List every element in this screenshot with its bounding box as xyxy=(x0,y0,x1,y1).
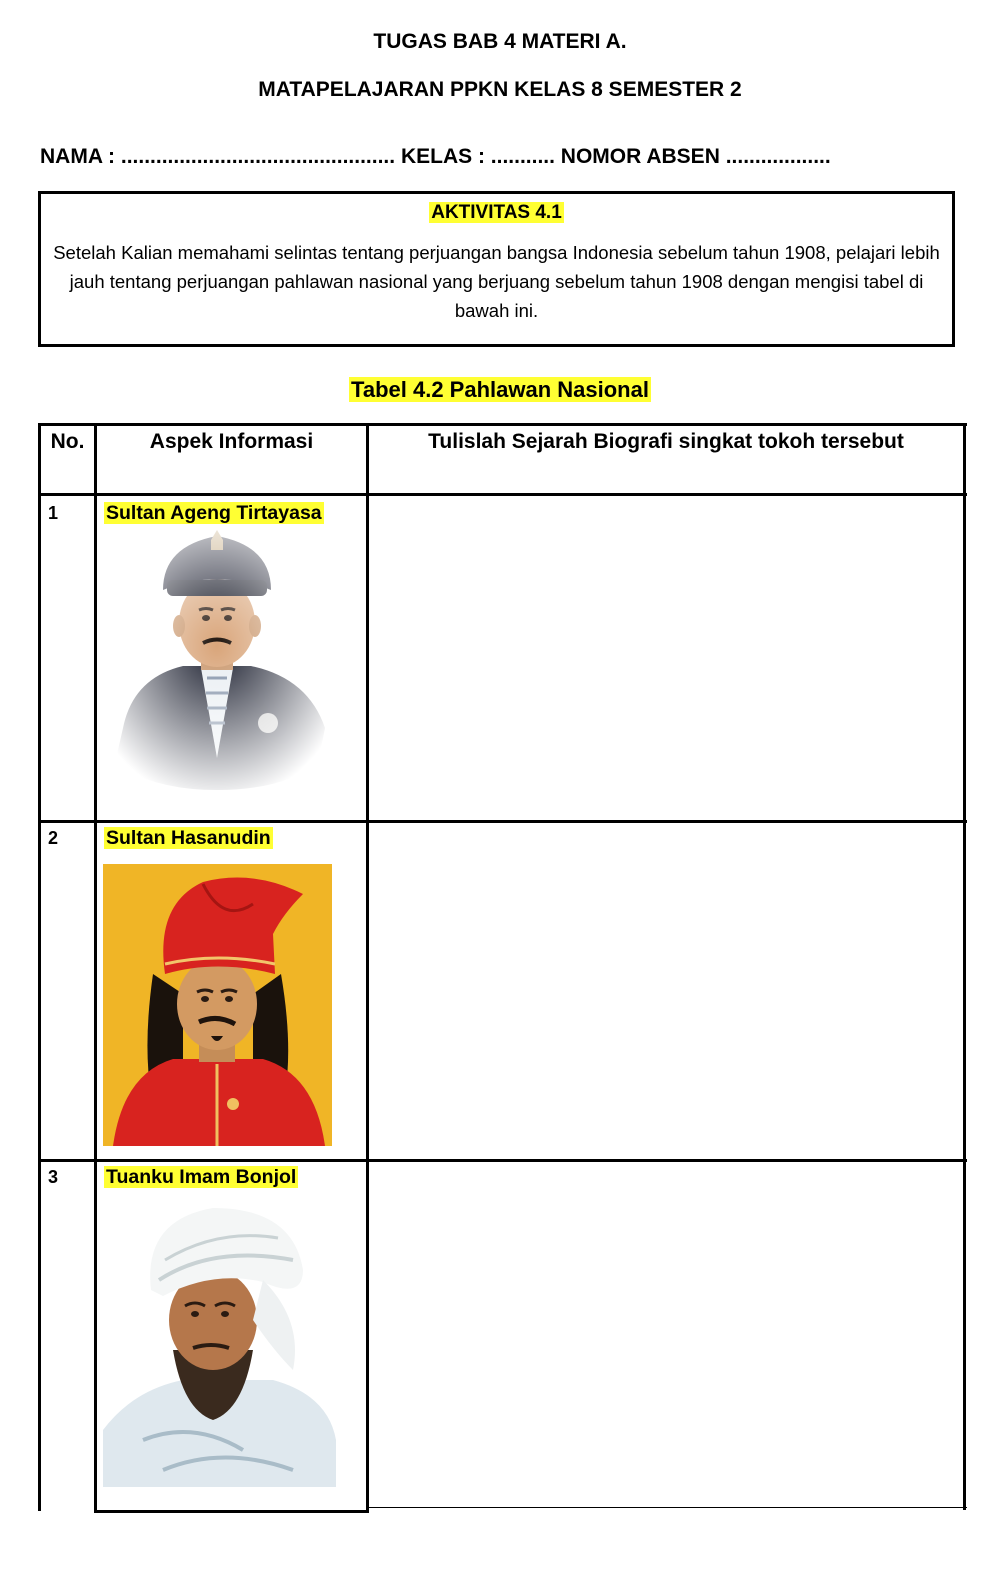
table-border-top xyxy=(38,423,967,426)
row-number: 3 xyxy=(48,1167,59,1187)
row-number: 1 xyxy=(48,503,59,523)
table-row-divider xyxy=(38,820,967,823)
portrait-sultan-ageng-tirtayasa-icon xyxy=(103,528,331,790)
header-no: No. xyxy=(50,430,85,453)
table-border-bottom xyxy=(368,1507,967,1508)
activity-text: Setelah Kalian memahami selintas tentang perjuangan bangsa Indonesia sebelum tahun 1908, pelajari lebih jauh tentang perjuangan pahlawan nasional yang berjuang sebelum tahun 1908 dengan mengisi tabel di bawah ini. xyxy=(53,242,940,321)
table-row-divider xyxy=(38,1159,967,1162)
hero-name: Sultan Ageng Tirtayasa xyxy=(106,502,322,524)
class-field[interactable]: KELAS : ........... xyxy=(400,145,555,168)
table-border-right xyxy=(963,423,966,1510)
activity-title: AKTIVITAS 4.1 xyxy=(431,202,562,223)
name-field[interactable]: NAMA : ............................................... xyxy=(40,145,396,168)
activity-box xyxy=(38,191,955,347)
worksheet-subtitle: MATAPELAJARAN PPKN KELAS 8 SEMESTER 2 xyxy=(258,78,742,101)
row-number: 2 xyxy=(48,828,59,848)
table-header-divider xyxy=(38,493,967,496)
table-border-left xyxy=(38,423,41,1511)
table-caption: Tabel 4.2 Pahlawan Nasional xyxy=(351,377,649,402)
table-border-bottom xyxy=(94,1510,369,1513)
student-info-line xyxy=(40,145,965,169)
header-biografi: Tulislah Sejarah Biografi singkat tokoh tersebut xyxy=(428,430,904,453)
hero-name: Sultan Hasanudin xyxy=(106,827,271,849)
table-column-divider xyxy=(366,423,369,1513)
worksheet-title: TUGAS BAB 4 MATERI A. xyxy=(373,30,627,53)
absen-field[interactable]: NOMOR ABSEN .................. xyxy=(560,145,831,168)
header-aspek: Aspek Informasi xyxy=(149,430,314,453)
table-column-divider xyxy=(94,423,97,1513)
portrait-tuanku-imam-bonjol-icon xyxy=(103,1200,336,1487)
hero-name: Tuanku Imam Bonjol xyxy=(106,1166,297,1188)
portrait-sultan-hasanudin-icon xyxy=(103,864,332,1146)
